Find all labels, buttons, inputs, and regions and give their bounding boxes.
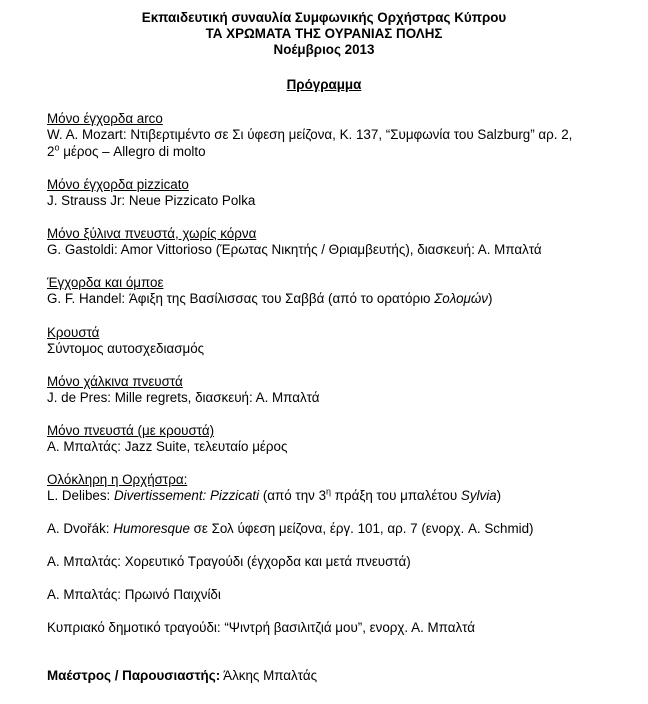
mozart-movement-text: μέρος – Allegro di molto [59,144,206,159]
delibes-work-title: Divertissement: Pizzicati [114,488,260,503]
delibes-ballet-title: Sylvia [460,488,497,503]
program-item-strauss: J. Strauss Jr: Neue Pizzicato Polka [47,193,256,208]
program-item-folk-song: Κυπριακό δημοτικό τραγούδι: “Ψιντρή βασιλιτζιά μου”, ενορχ. Α. Μπαλτά [47,620,475,635]
program-item-dvorak [47,521,533,537]
program-item-handel [47,291,492,307]
conductor-label: Μαέστρος / Παρουσιαστής: [47,668,221,683]
handel-text-end: ) [488,291,493,306]
section-heading-strings-pizzicato: Μόνο έγχορδα pizzicato [47,177,189,192]
dvorak-composer: A. Dvořák: [47,521,114,536]
program-item-delibes [47,488,501,504]
header-title: Εκπαιδευτική συναυλία Συμφωνικής Ορχήστρας Κύπρου [141,10,507,25]
section-heading-strings-arco: Μόνο έγχορδα arco [47,111,163,126]
section-heading-full-orchestra: Ολόκληρη η Ορχήστρα: [47,472,188,487]
header-subtitle: ΤΑ ΧΡΩΜΑΤΑ ΤΗΣ ΟΥΡΑΝΙΑΣ ΠΟΛΗΣ [205,26,443,41]
program-item-jazz-suite: Α. Μπαλτάς: Jazz Suite, τελευταίο μέρος [47,439,288,454]
section-heading-percussion: Κρουστά [47,325,100,340]
mozart-movement-ordinal: ο [54,142,60,153]
program-item-improvisation: Σύντομος αυτοσχεδιασμός [47,341,205,356]
program-item-gastoldi: G. Gastoldi: Amor Vittorioso (Έρωτας Νικητής / Θριαμβευτής), διασκευή: Α. Μπαλτά [47,242,542,257]
program-title: Πρόγραμμα [286,77,362,92]
delibes-text-cont: πράξη του μπαλέτου [331,488,461,503]
handel-text: G. F. Handel: Άφιξη της Βασίλισσας του Σαββά (από το ορατόριο [47,291,435,306]
program-item-de-pres: J. de Pres: Mille regrets, διασκευή: Α. Μπαλτά [47,390,320,405]
dvorak-work-title: Humoresque [113,521,190,536]
delibes-text: (από την 3 [259,488,327,503]
section-heading-woodwinds: Μόνο ξύλινα πνευστά, χωρίς κόρνα [47,226,257,241]
delibes-composer: L. Delibes: [47,488,114,503]
header-date: Νοέμβριος 2013 [273,42,375,57]
document-header [0,10,648,58]
mozart-movement-number: 2 [47,144,55,159]
dvorak-details: σε Σολ ύφεση μείζονα, έργ. 101, αρ. 7 (ενορχ. A. Schmid) [189,521,534,536]
handel-work-title: Σολομών [434,291,489,306]
program-item-dance-song: Α. Μπαλτάς: Χορευτικό Τραγούδι (έγχορδα και μετά πνευστά) [47,554,411,569]
conductor-line [47,668,317,684]
section-heading-strings-oboe: Έγχορδα και όμποε [47,275,164,290]
section-heading-brass: Μόνο χάλκινα πνευστά [47,374,183,389]
conductor-name: Άλκης Μπαλτάς [220,668,318,683]
section-heading-winds-percussion: Μόνο πνευστά (με κρουστά) [47,423,215,438]
program-item-mozart-cont [47,144,206,160]
delibes-text-end: ) [496,488,502,503]
program-item-mozart: W. A. Mozart: Ντιβερτιμέντο σε Σι ύφεση μείζονα, Κ. 137, “Συμφωνία του Salzburg” αρ. 2, [47,127,573,142]
program-item-morning-game: Α. Μπαλτάς: Πρωινό Παιχνίδι [47,587,221,602]
delibes-ordinal: η [326,486,332,497]
